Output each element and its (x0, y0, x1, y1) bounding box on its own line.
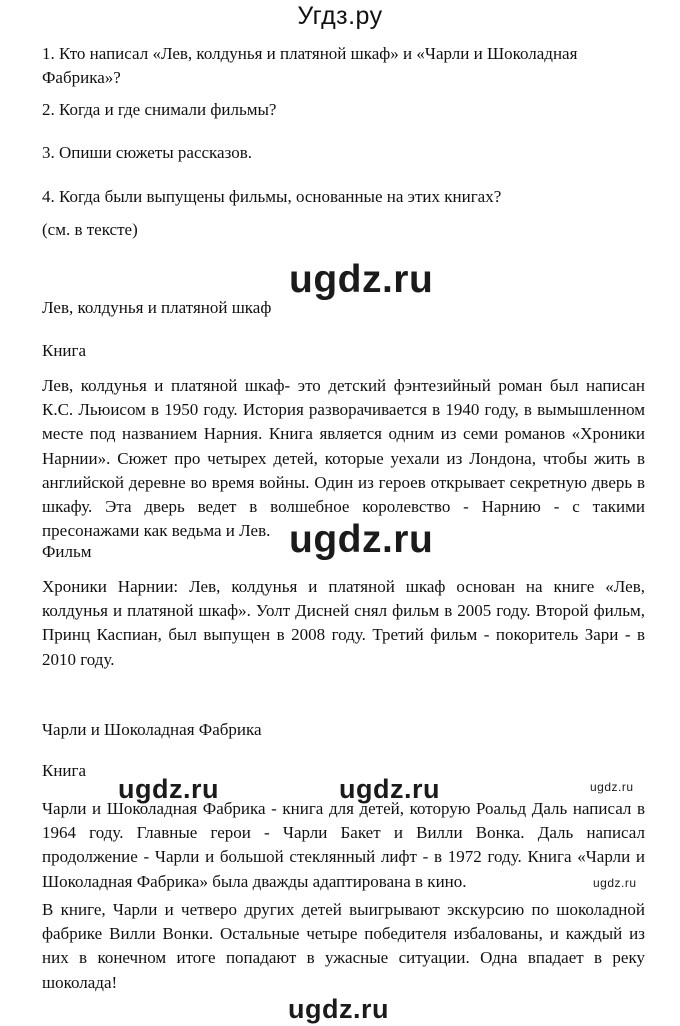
charlie-book-text: Чарли и Шоколадная Фабрика - книга для детей, которую Роальд Даль написал в 1964 году. Главные герои - Чарли Бакет и Вилли Вонка. Даль написал продолжение - Чарли и большой стеклянный лифт - в 1972 году. Книга «Чарли и Шоколадная Фабрика» была дважды адаптирована в кино. (42, 799, 645, 891)
narnia-title: Лев, колдунья и платяной шкаф (42, 298, 272, 317)
watermark: ugdz.ru (339, 774, 440, 804)
watermark: ugdz.ru (289, 258, 434, 301)
narnia-book-text: Лев, колдунья и платяной шкаф- это детский фэнтезийный роман был написан К.С. Льюисом в 1950 году. История разворачивается в 1940 году, в вымышленном месте под названием Нарния. Книга является одним из семи романов «Хроники Нарнии». Сюжет про четырех детей, которые уехали из Лондона, чтобы жить в английской деревне во время войны. Один из героев открывает секретную дверь в шкафу. Эта дверь ведет в волшебное королевство - Нарнию - с такими пресонажами как ведьма и Лев. (42, 376, 645, 541)
charlie-title: Чарли и Шоколадная Фабрика (42, 720, 262, 739)
watermark: ugdz.ru (118, 774, 219, 804)
site-title: Угдз.ру (297, 2, 383, 30)
charlie-plot-text: В книге, Чарли и четверо других детей выигрывают экскурсию по шоколадной фабрике Вилли Вонки. Остальные четыре победителя избалованы, и каждый из них в конечном итоге попадают в ужасные ситуации. Одна впадает в реку шоколада! (42, 900, 645, 992)
charlie-book-label: Книга (42, 761, 87, 780)
watermark-small: ugdz.ru (590, 780, 634, 794)
see-text-note: (см. в тексте) (42, 220, 138, 239)
watermark: ugdz.ru (289, 518, 434, 561)
question-2: 2. Когда и где снимали фильмы? (42, 100, 277, 119)
question-4: 4. Когда были выпущены фильмы, основанные на этих книгах? (42, 187, 502, 206)
watermark-small: ugdz.ru (593, 876, 637, 890)
question-1: 1. Кто написал «Лев, колдунья и платяной шкаф» и «Чарли и Шоколадная Фабрика»? (42, 44, 578, 88)
narnia-film-text: Хроники Нарнии: Лев, колдунья и платяной шкаф основан на книге «Лев, колдунья и платяной шкаф». Уолт Дисней снял фильм в 2005 году. Второй фильм, Принц Каспиан, был выпущен в 2008 году. Третий фильм - покоритель Зари - в 2010 году. (42, 577, 645, 669)
question-3: 3. Опиши сюжеты рассказов. (42, 143, 252, 162)
watermark: ugdz.ru (288, 994, 389, 1024)
narnia-book-label: Книга (42, 341, 87, 360)
narnia-film-label: Фильм (42, 542, 92, 561)
